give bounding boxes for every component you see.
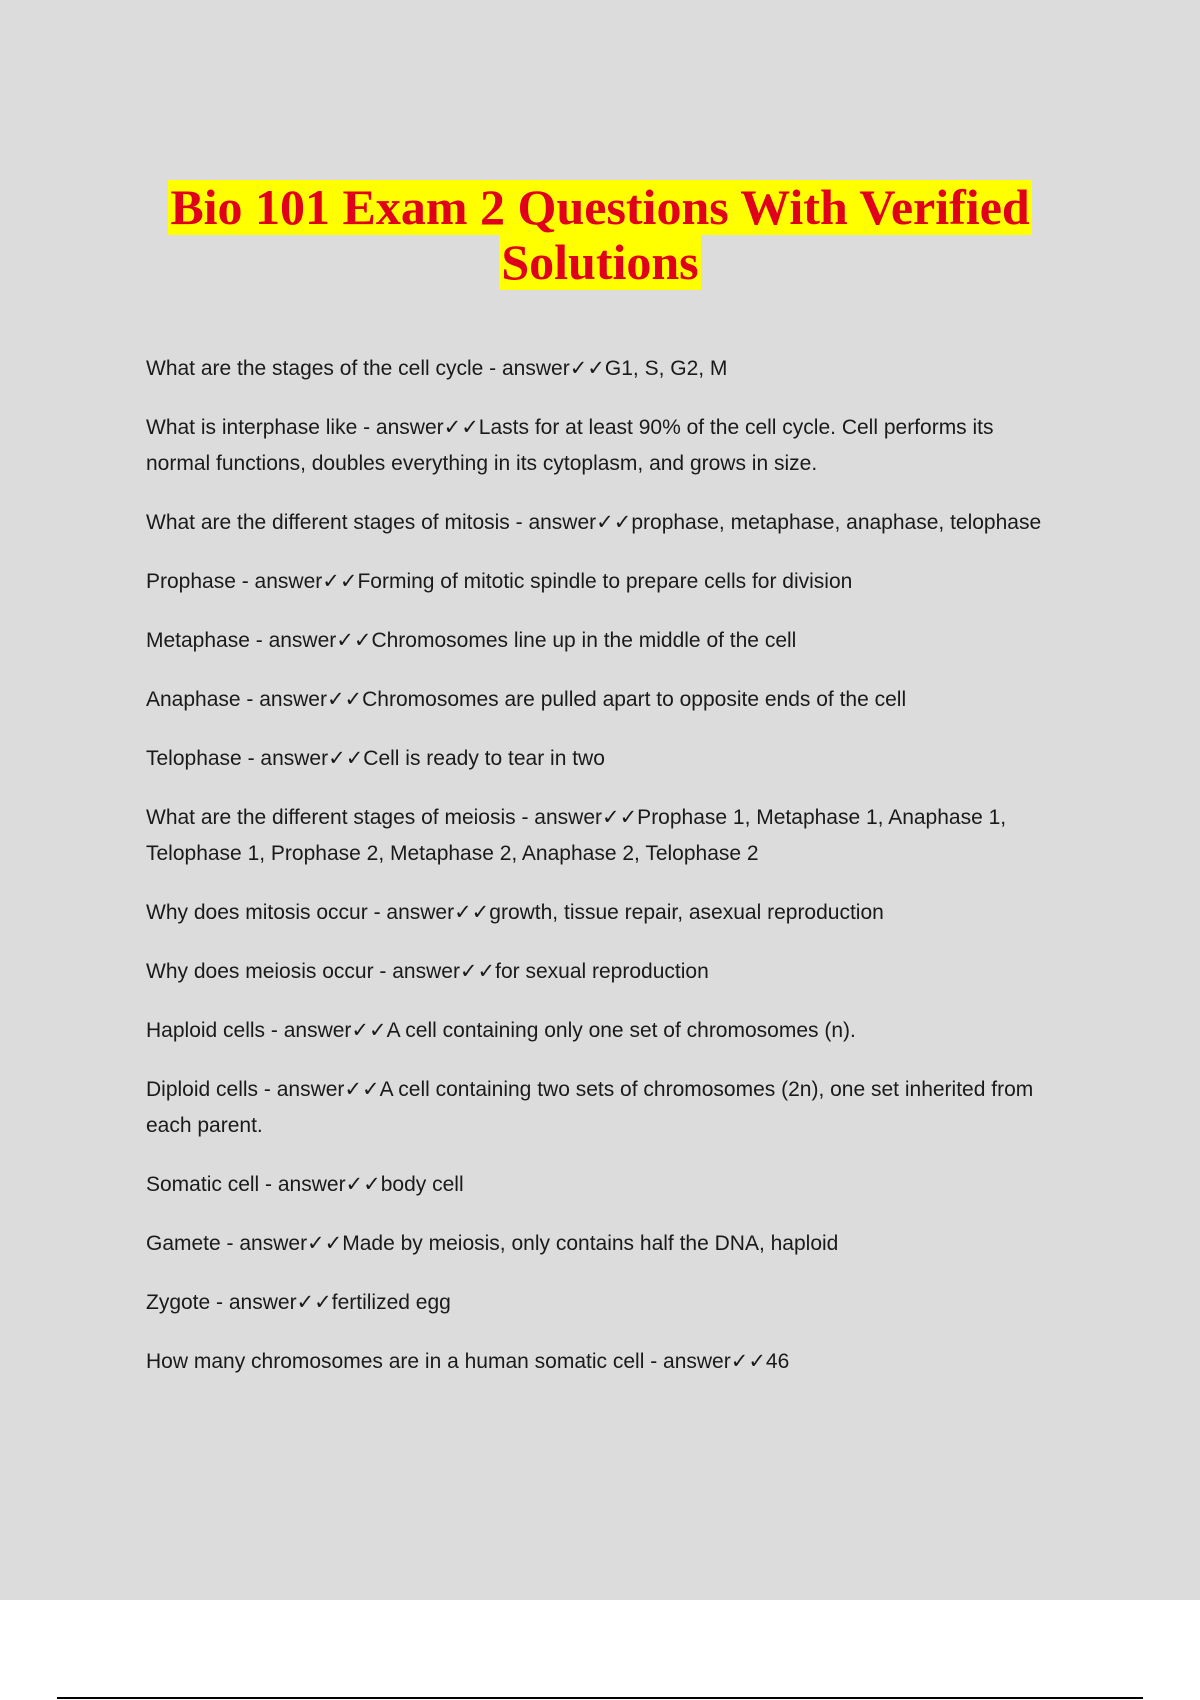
qa-item-anaphase: Anaphase - answer✓✓Chromosomes are pulled apart to opposite ends of the cell xyxy=(146,688,907,711)
title-line-2: Solutions xyxy=(501,234,699,290)
qa-list xyxy=(146,351,1046,1403)
qa-item-somatic-cell: Somatic cell - answer✓✓body cell xyxy=(146,1173,464,1196)
qa-item-zygote: Zygote - answer✓✓fertilized egg xyxy=(146,1291,451,1314)
qa-item-cell-cycle-stages: What are the stages of the cell cycle - answer✓✓G1, S, G2, M xyxy=(146,357,728,380)
qa-item-metaphase: Metaphase - answer✓✓Chromosomes line up in the middle of the cell xyxy=(146,629,797,652)
qa-item-mitosis-stages: What are the different stages of mitosis - answer✓✓prophase, metaphase, anaphase, telophase xyxy=(146,511,1042,534)
footer-divider xyxy=(57,1697,1143,1699)
qa-item-telophase: Telophase - answer✓✓Cell is ready to tear in two xyxy=(146,747,605,770)
qa-item-prophase: Prophase - answer✓✓Forming of mitotic spindle to prepare cells for division xyxy=(146,570,853,593)
qa-item-why-mitosis: Why does mitosis occur - answer✓✓growth, tissue repair, asexual reproduction xyxy=(146,901,884,924)
qa-item-why-meiosis: Why does meiosis occur - answer✓✓for sexual reproduction xyxy=(146,960,709,983)
document-title xyxy=(0,180,1200,290)
qa-item-chromosome-count: How many chromosomes are in a human somatic cell - answer✓✓46 xyxy=(146,1350,790,1373)
qa-item-gamete: Gamete - answer✓✓Made by meiosis, only contains half the DNA, haploid xyxy=(146,1232,839,1255)
title-line-1: Bio 101 Exam 2 Questions With Verified xyxy=(170,179,1030,235)
qa-item-haploid: Haploid cells - answer✓✓A cell containing only one set of chromosomes (n). xyxy=(146,1019,856,1042)
qa-item-interphase: What is interphase like - answer✓✓Lasts for at least 90% of the cell cycle. Cell performs its normal functions, doubles everything in its cytoplasm, and grows in size. xyxy=(146,416,994,475)
qa-item-meiosis-stages: What are the different stages of meiosis - answer✓✓Prophase 1, Metaphase 1, Anaphase 1, Telophase 1, Prophase 2, Metaphase 2, Anaphase 2, Telophase 2 xyxy=(146,806,1007,865)
qa-item-diploid: Diploid cells - answer✓✓A cell containing two sets of chromosomes (2n), one set inherited from each parent. xyxy=(146,1078,1034,1137)
